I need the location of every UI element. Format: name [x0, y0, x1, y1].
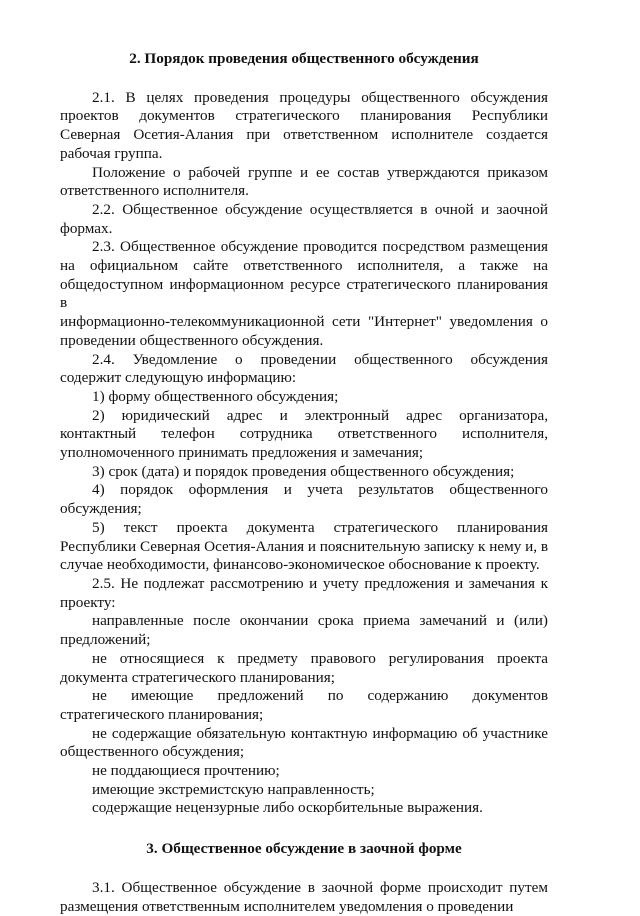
paragraph-line: 3) срок (дата) и порядок проведения общественного обсуждения;: [92, 462, 515, 480]
paragraph: [60, 650, 548, 687]
paragraph: [60, 89, 548, 164]
paragraph: [60, 201, 548, 238]
paragraph-line: 2.1. В целях проведения процедуры общественного обсуждения: [92, 88, 548, 106]
paragraph-line: предложений;: [60, 631, 151, 649]
paragraph-line: 2.4. Уведомление о проведении общественного обсуждения: [92, 350, 548, 368]
paragraph-line: 2.3. Общественное обсуждение проводится посредством размещения: [92, 238, 548, 256]
paragraph-line: 2) юридический адрес и электронный адрес организатора,: [92, 406, 548, 424]
paragraph: [60, 725, 548, 762]
paragraph: [60, 481, 548, 518]
paragraph-line: содержащие нецензурные либо оскорбительные выражения.: [92, 799, 483, 817]
paragraph-line: 1) форму общественного обсуждения;: [92, 387, 339, 405]
paragraph-line: содержит следующую информацию:: [60, 369, 297, 387]
paragraph: [60, 781, 548, 800]
paragraph: [60, 407, 548, 463]
paragraph-line: Республики Северная Осетия-Алания и пояснительную записку к нему и, в: [60, 537, 548, 555]
paragraph-line: случае необходимости, финансово-экономическое обоснование к проекту.: [60, 556, 540, 574]
paragraph-line: документа стратегического планирования;: [60, 668, 335, 686]
paragraph-line: 2.2. Общественное обсуждение осуществляется в очной и заочной: [92, 200, 548, 218]
paragraph-line: направленные после окончании срока приема замечаний и (или): [92, 612, 548, 630]
paragraph: [60, 879, 548, 916]
paragraph-line: не имеющие предложений по содержанию документов: [92, 687, 548, 705]
paragraph-line: Положение о рабочей группе и ее состав утверждаются приказом: [92, 163, 548, 181]
paragraph: [60, 463, 548, 482]
paragraph-line: проектов документов стратегического планирования Республики: [60, 107, 548, 125]
paragraph-line: не поддающиеся прочтению;: [92, 762, 280, 780]
paragraph: [60, 762, 548, 781]
paragraph-line: рабочая группа.: [60, 144, 163, 162]
paragraph-line: 4) порядок оформления и учета результатов общественного: [92, 481, 548, 499]
paragraph-line: ответственного исполнителя.: [60, 182, 249, 200]
paragraph-line: проведении общественного обсуждения.: [60, 331, 324, 349]
section-3-body: [60, 879, 548, 916]
section-2-heading: 2. Порядок проведения общественного обсуждения: [129, 50, 479, 67]
paragraph-line: обсуждения;: [60, 500, 142, 518]
section-3-heading: 3. Общественное обсуждение в заочной форме: [146, 840, 462, 858]
section-2-body: [60, 89, 548, 818]
paragraph-line: на официальном сайте ответственного исполнителя, а также на: [60, 257, 548, 275]
paragraph-line: 2.5. Не подлежат рассмотрению и учету предложения и замечания к: [92, 574, 548, 592]
paragraph: [60, 164, 548, 201]
paragraph-line: не относящиеся к предмету правового регулирования проекта: [92, 649, 548, 667]
paragraph: [60, 388, 548, 407]
document-content: [60, 50, 548, 916]
paragraph: [60, 687, 548, 724]
paragraph-line: контактный телефон сотрудника ответственного исполнителя,: [60, 425, 548, 443]
paragraph-line: 5) текст проекта документа стратегического планирования: [92, 518, 548, 536]
paragraph: [60, 238, 548, 350]
paragraph-line: общественного обсуждения;: [60, 743, 245, 761]
paragraph-line: формах.: [60, 219, 113, 237]
paragraph-line: стратегического планирования;: [60, 705, 264, 723]
paragraph-line: 3.1. Общественное обсуждение в заочной форме происходит путем: [92, 878, 548, 896]
paragraph: [60, 799, 548, 818]
paragraph-line: Северная Осетия-Алания при ответственном исполнителе создается: [60, 126, 548, 144]
paragraph-line: уполномоченного принимать предложения и замечания;: [60, 444, 424, 462]
paragraph: [60, 519, 548, 575]
paragraph-line: общедоступном информационном ресурсе стратегического планирования в: [60, 275, 548, 312]
paragraph-line: проекту:: [60, 593, 116, 611]
paragraph: [60, 612, 548, 649]
paragraph-line: не содержащие обязательную контактную информацию об участнике: [92, 724, 548, 742]
paragraph: [60, 351, 548, 388]
paragraph: [60, 575, 548, 612]
paragraph-line: размещения ответственным исполнителем уведомления о проведении: [60, 897, 514, 915]
paragraph-line: информационно-телекоммуникационной сети "Интернет" уведомления о: [60, 313, 548, 331]
paragraph-line: имеющие экстремистскую направленность;: [92, 780, 375, 798]
